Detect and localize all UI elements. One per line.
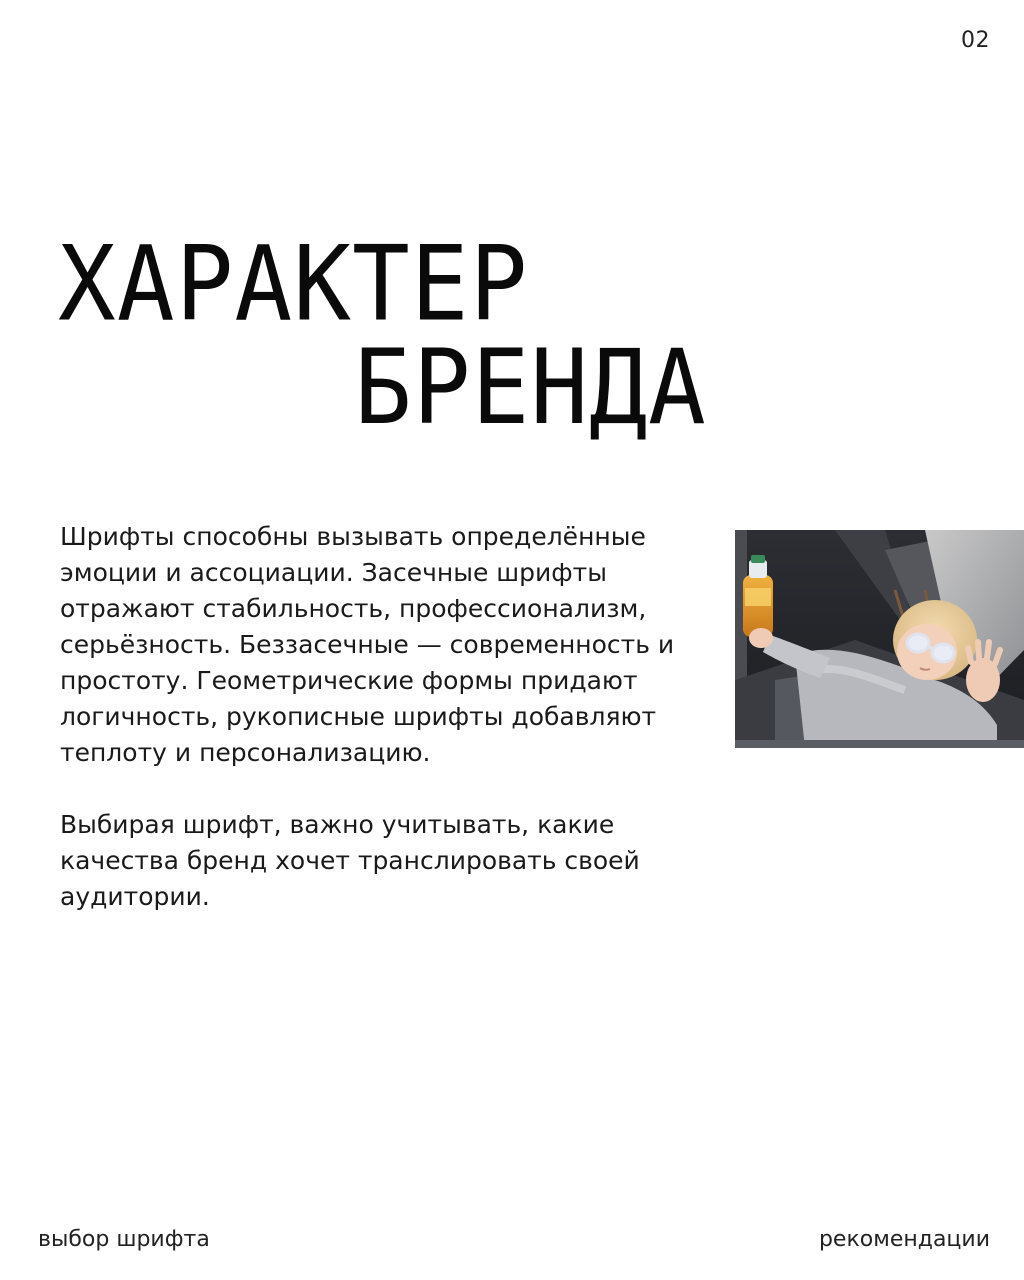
footer-section-label: выбор шрифта [38, 1227, 210, 1252]
footer-category-label: рекомендации [818, 1227, 990, 1252]
photo-child-sunglasses [735, 530, 1024, 748]
body-paragraph-1: Шрифты способны вызывать определённые эмоции и ассоциации. Засечные шрифты отражают стабильность, профессионализм, серьёзность. Беззасечные — современность и простоту. Геометрические формы придают логичность, рукописные шрифты добавляют теплоту и персонализацию. [60, 522, 675, 767]
photo-illustration [735, 530, 1024, 748]
title-line-2: БРЕНДА [354, 327, 707, 448]
body-text [60, 519, 700, 915]
title-line-1: ХАРАКТЕР [58, 223, 529, 345]
body-paragraph-2: Выбирая шрифт, важно учитывать, какие качества бренд хочет транслировать своей аудитории. [60, 810, 640, 911]
page-title [58, 223, 958, 448]
page-number: 02 [961, 28, 990, 53]
